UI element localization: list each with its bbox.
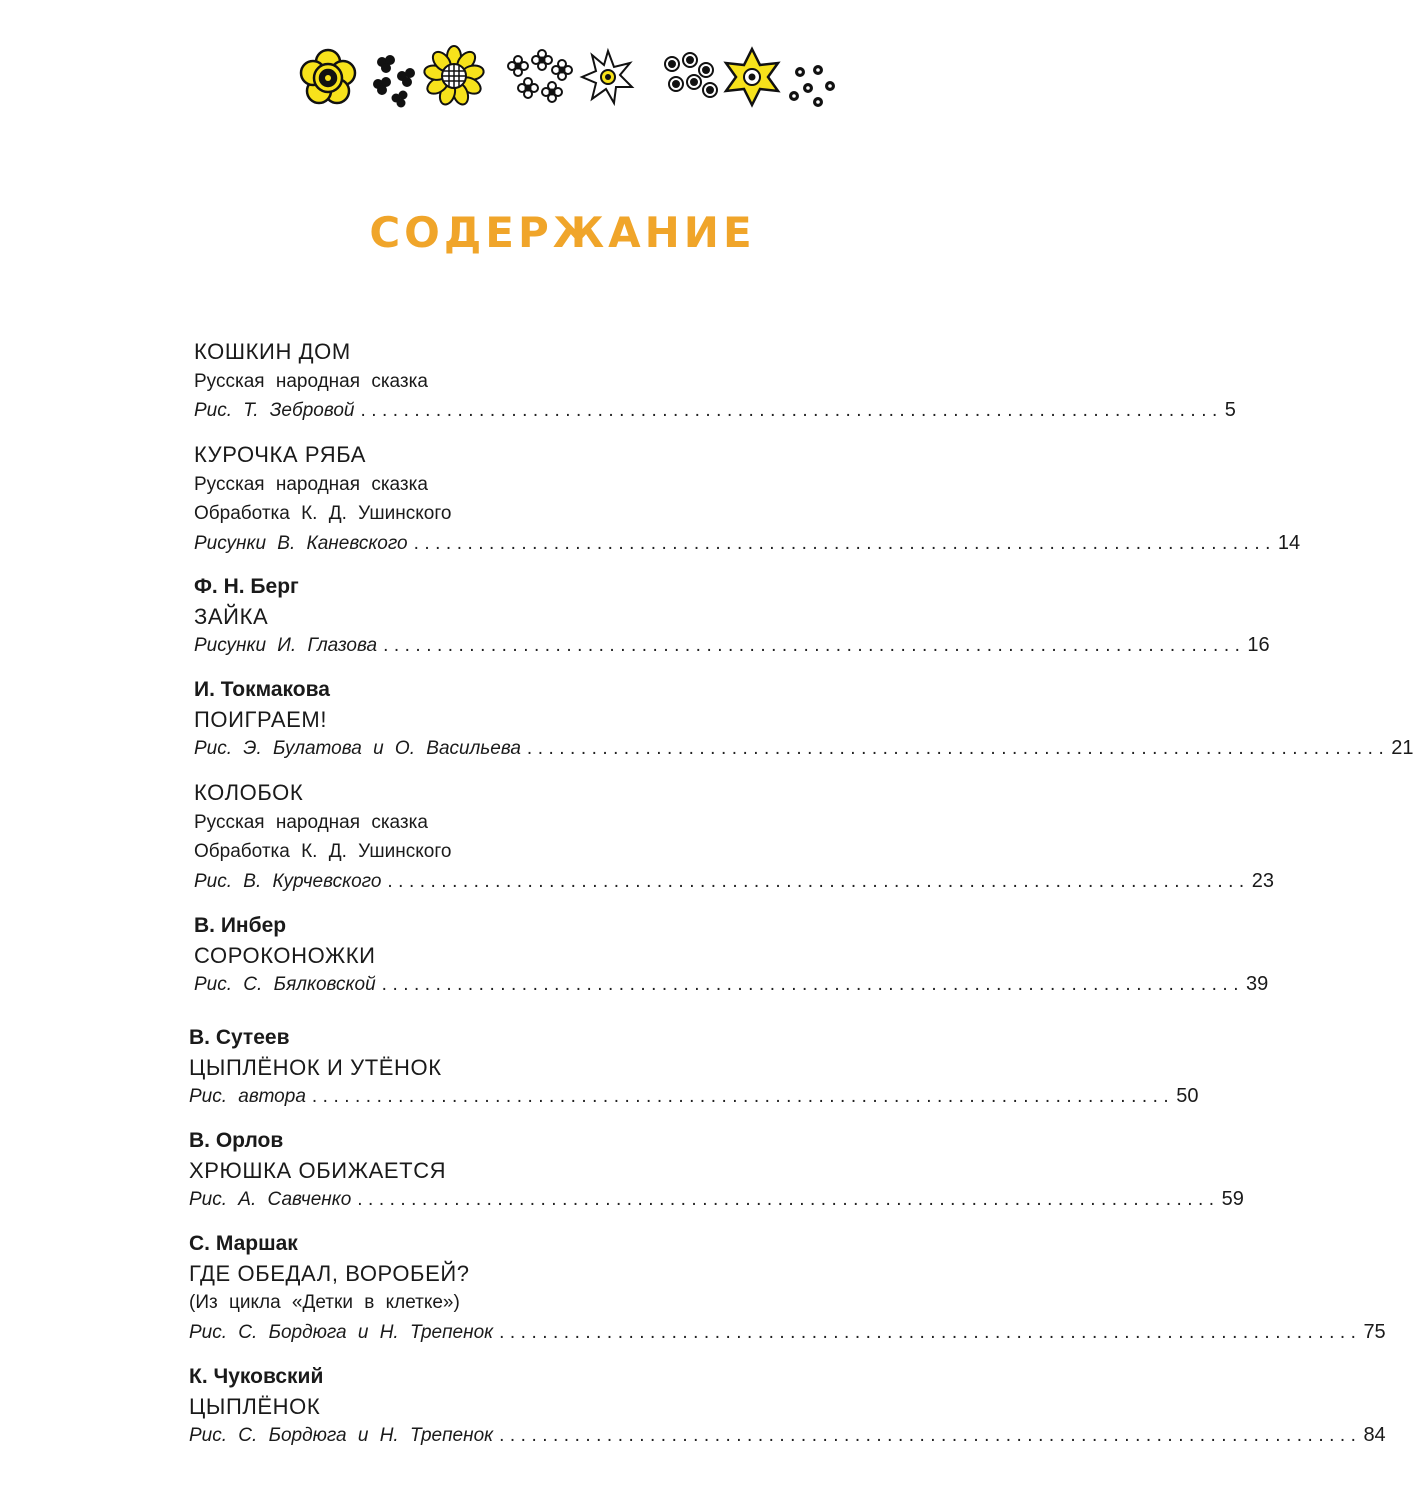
entry-note: Обработка К. Д. Ушинского bbox=[194, 841, 452, 862]
entry-page-line bbox=[194, 631, 1270, 661]
entry-title: СОРОКОНОЖКИ bbox=[194, 942, 376, 968]
entry-page-line bbox=[189, 1421, 1386, 1451]
page-title: СОДЕРЖАНИЕ bbox=[369, 208, 756, 257]
entry-title: ХРЮШКА ОБИЖАЕТСЯ bbox=[189, 1157, 447, 1183]
entry-title: ГДЕ ОБЕДАЛ, ВОРОБЕЙ? bbox=[189, 1260, 470, 1286]
toc-entry[interactable] bbox=[194, 440, 1301, 558]
entry-author: Ф. Н. Берг bbox=[194, 575, 299, 598]
entry-page-line bbox=[194, 529, 1301, 559]
dot-leader: ................................................................................ bbox=[499, 1425, 1362, 1446]
entry-page-number: 59 bbox=[1221, 1188, 1244, 1210]
toc-entry[interactable] bbox=[189, 1126, 1244, 1215]
entry-page-line bbox=[189, 1185, 1244, 1215]
entry-note: Русская народная сказка bbox=[194, 473, 428, 495]
entry-illustrator: Рис. В. Курчевского bbox=[194, 870, 382, 892]
dot-leader: ................................................................................ bbox=[360, 400, 1223, 421]
dot-leader: ................................................................................ bbox=[381, 974, 1244, 995]
dot-leader: ................................................................................ bbox=[311, 1086, 1175, 1107]
entry-title: КОЛОБОК bbox=[194, 780, 304, 805]
entry-author: В. Сутеев bbox=[189, 1026, 290, 1049]
entry-illustrator: Рисунки В. Каневского bbox=[194, 532, 408, 554]
entry-page-number: 16 bbox=[1247, 634, 1270, 656]
entry-author: В. Инбер bbox=[194, 914, 287, 937]
dot-leader: ................................................................................ bbox=[526, 738, 1390, 759]
entry-illustrator: Рис. Э. Булатова и О. Васильева bbox=[194, 738, 521, 759]
entry-page-number: 5 bbox=[1224, 399, 1236, 421]
dot-leader: ................................................................................ bbox=[499, 1321, 1362, 1343]
entry-illustrator: Рис. Т. Зебровой bbox=[194, 400, 355, 421]
entry-illustrator: Рисунки И. Глазова bbox=[194, 635, 378, 656]
entry-page-line bbox=[194, 734, 1413, 764]
dot-leader: ................................................................................ bbox=[357, 1189, 1220, 1210]
dot-leader: ................................................................................ bbox=[387, 870, 1250, 892]
entry-page-number: 39 bbox=[1245, 973, 1269, 995]
toc-entry[interactable] bbox=[194, 675, 1413, 764]
toc-entry[interactable] bbox=[189, 1362, 1386, 1451]
toc-entry[interactable] bbox=[194, 572, 1270, 661]
toc-entry[interactable] bbox=[189, 1229, 1386, 1347]
entry-author: К. Чуковский bbox=[189, 1365, 324, 1388]
entry-title: ЦЫПЛЁНОК bbox=[189, 1393, 321, 1419]
toc-entry[interactable] bbox=[194, 911, 1269, 1000]
entry-note: Обработка К. Д. Ушинского bbox=[194, 503, 452, 524]
entry-illustrator: Рис. С. Бордюга и Н. Трепенок bbox=[189, 1321, 494, 1343]
entry-page-line bbox=[194, 396, 1236, 426]
entry-page-line bbox=[189, 1082, 1199, 1112]
entry-author: С. Маршак bbox=[189, 1232, 298, 1255]
entry-page-number: 50 bbox=[1176, 1085, 1199, 1107]
entry-page-line bbox=[194, 867, 1274, 897]
dot-leader: ................................................................................ bbox=[413, 532, 1276, 554]
entry-note: (Из цикла «Детки в клетке») bbox=[189, 1292, 460, 1313]
entry-title: ЦЫПЛЁНОК И УТЁНОК bbox=[189, 1054, 442, 1080]
entry-illustrator: Рис. С. Бялковской bbox=[194, 974, 376, 995]
entry-page-number: 21 bbox=[1391, 737, 1413, 759]
entry-page-line bbox=[194, 970, 1269, 1000]
entry-illustrator: Рис. А. Савченко bbox=[189, 1189, 352, 1210]
entry-title: КУРОЧКА РЯБА bbox=[194, 442, 367, 467]
toc-entry[interactable] bbox=[194, 337, 1236, 426]
entry-title: ПОИГРАЕМ! bbox=[194, 706, 328, 732]
entry-author: И. Токмакова bbox=[194, 678, 330, 701]
entry-illustrator: Рис. автора bbox=[189, 1086, 306, 1107]
entry-page-number: 14 bbox=[1277, 531, 1301, 554]
entry-author: В. Орлов bbox=[189, 1129, 284, 1152]
dot-leader: ................................................................................ bbox=[383, 635, 1246, 656]
entry-title: ЗАЙКА bbox=[194, 603, 269, 629]
entry-note: Русская народная сказка bbox=[194, 370, 428, 392]
entry-title: КОШКИН ДОМ bbox=[194, 339, 351, 364]
toc-entry[interactable] bbox=[194, 778, 1274, 896]
entry-note: Русская народная сказка bbox=[194, 811, 428, 833]
entry-page-line bbox=[189, 1318, 1386, 1348]
entry-page-number: 23 bbox=[1251, 869, 1274, 892]
toc-entry[interactable] bbox=[189, 1023, 1199, 1112]
entry-illustrator: Рис. С. Бордюга и Н. Трепенок bbox=[189, 1425, 494, 1446]
entry-page-number: 84 bbox=[1363, 1424, 1386, 1446]
entry-page-number: 75 bbox=[1363, 1320, 1386, 1343]
